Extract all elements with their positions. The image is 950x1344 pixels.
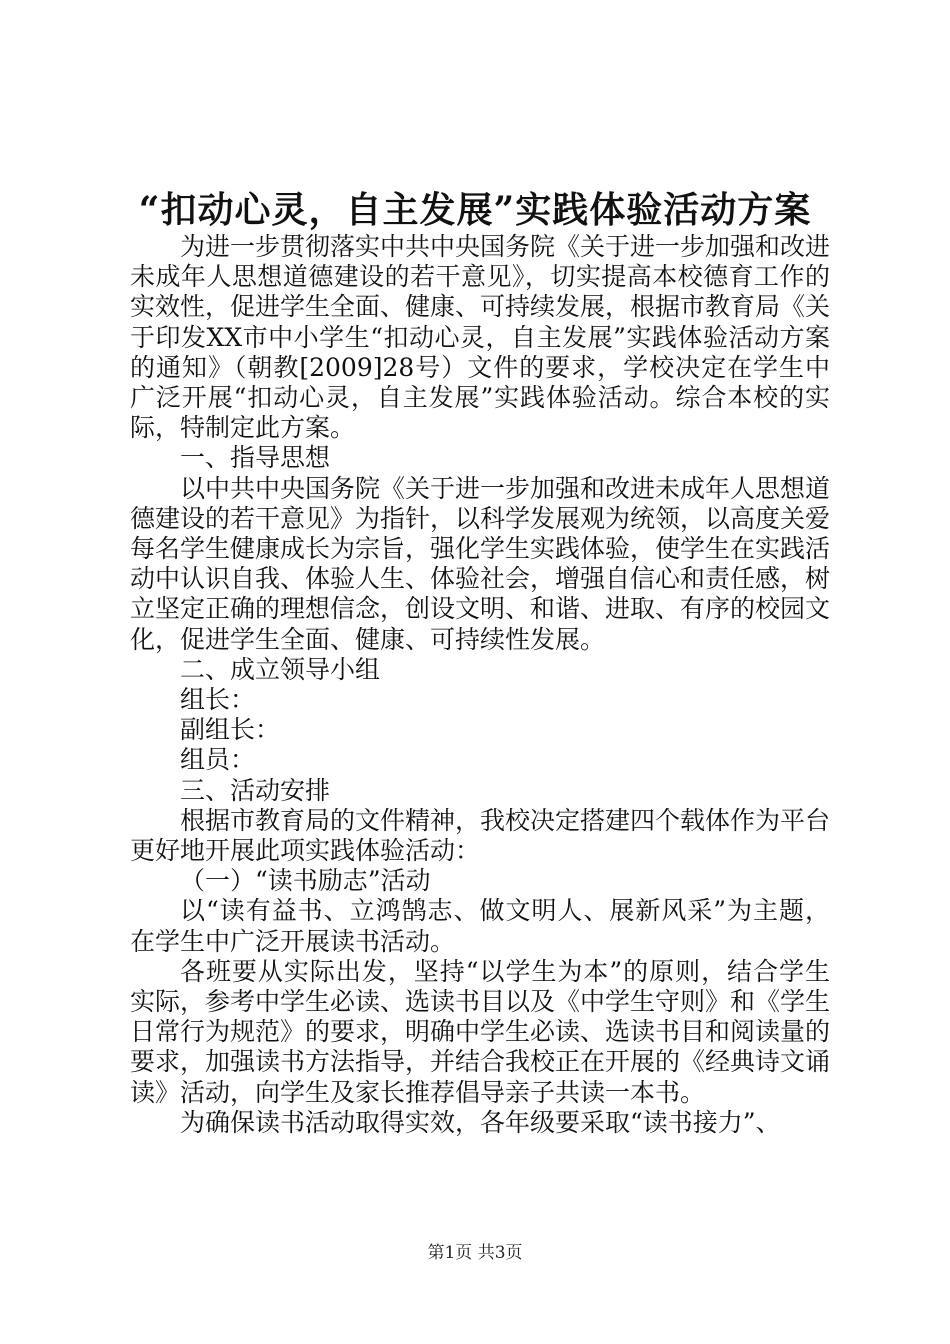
- section-heading-leadership-group: 二、成立领导小组: [180, 654, 381, 684]
- guiding-thought-paragraph: 以中共中央国务院《关于进一步加强和改进未成年人思想道德建设的若干意见》为指针，以科学发展观为统领，以高度关爱每名学生健康成长为宗旨，强化学生实践体验，使学生在实践活动中认识自我、体验人生、体验社会，增强自信心和责任感，树立坚定正确的理想信念，创设文明、和谐、进取、有序的校园文化，促进学生全面、健康、可持续性发展。: [130, 473, 831, 654]
- reading-theme-paragraph: 以“读有益书、立鸿鹄志、做文明人、展新风采”为主题，在学生中广泛开展读书活动。: [130, 896, 830, 956]
- reading-effectiveness-paragraph: 为确保读书活动取得实效，各年级要采取“读书接力”、: [180, 1107, 781, 1137]
- page-number-footer: 第1页 共3页: [427, 1243, 523, 1263]
- subsection-heading-reading: （一）“读书励志”活动: [180, 866, 431, 896]
- intro-paragraph: 为进一步贯彻落实中共中央国务院《关于进一步加强和改进未成年人思想道德建设的若干意见》，切实提高本校德育工作的实效性，促进学生全面、健康、可持续发展，根据市教育局《关于印发XX市中小学生“扣动心灵，自主发展”实践体验活动方案的通知》（朝教[2009]28号）文件的要求，学校决定在学生中广泛开展“扣动心灵，自主发展”实践体验活动。综合本校的实际，特制定此方案。: [130, 232, 831, 443]
- arrangement-paragraph: 根据市教育局的文件精神，我校决定搭建四个载体作为平台更好地开展此项实践体验活动：: [130, 805, 831, 866]
- reading-classes-paragraph: 各班要从实际出发，坚持“以学生为本”的原则，结合学生实际，参考中学生必读、选读书目以及《中学生守则》和《学生日常行为规范》的要求，明确中学生必读、选读书目和阅读量的要求，加强读书方法指导，并结合我校正在开展的《经典诗文诵读》活动，向学生及家长推荐倡导亲子共读一本书。: [130, 956, 831, 1107]
- deputy-leader-line: 副组长：: [180, 715, 281, 745]
- leader-line: 组长：: [180, 685, 256, 715]
- document-body: [130, 232, 830, 1138]
- members-line: 组员：: [180, 745, 256, 775]
- document-title: “扣动心灵，自主发展”实践体验活动方案: [138, 189, 812, 231]
- section-heading-activity-arrangement: 三、活动安排: [180, 775, 331, 805]
- section-heading-guiding-thought: 一、指导思想: [180, 443, 331, 473]
